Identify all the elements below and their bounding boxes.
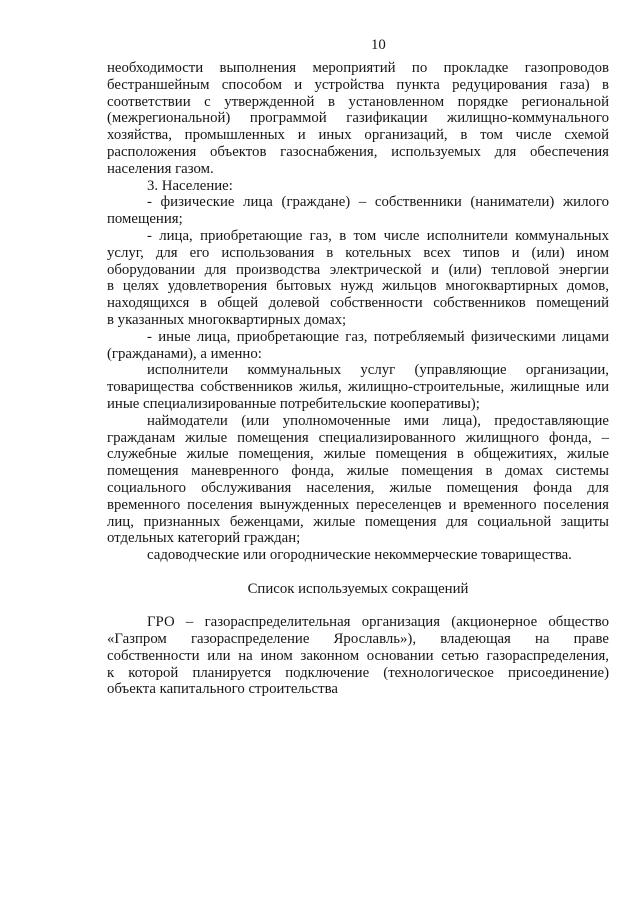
text-line: бестраншейным способом и устройства пункта редуцирования газа) в [107, 76, 609, 93]
text-line: помещения маневренного фонда, жилые помещения в домах системы [107, 463, 609, 480]
text-line: - физические лица (граждане) – собственники (наниматели) жилого [147, 194, 609, 211]
text-line: помещения; [107, 211, 183, 228]
text-line: расположения объектов газоснабжения, используемых для обеспечения [107, 143, 609, 160]
text-line: (межрегиональной) программой газификации жилищно-коммунального [107, 110, 609, 127]
text-line: - лица, приобретающие газ, в том числе исполнители коммунальных [147, 227, 609, 244]
population-item-other-persons [107, 329, 609, 363]
text-line: товарищества собственников жилья, жилищно-строительные, жилищные или [107, 379, 609, 396]
text-line: хозяйства, промышленных и иных организаций, в том числе схемой [107, 127, 609, 144]
text-line: лиц, признанных беженцами, жилые помещения для социальной защиты [107, 513, 609, 530]
text-line: исполнители коммунальных услуг (управляющие организации, [147, 362, 609, 379]
population-subitem-landlords [107, 413, 609, 547]
text-line: служебные жилые помещения, жилые помещения в общежитиях, жилые [107, 446, 609, 463]
population-section-title [107, 178, 609, 195]
page-number: 10 [371, 37, 386, 53]
text-line: к которой планируется подключение (технологическое присоединение) [107, 664, 609, 681]
text-line: собственности или на ином законном основании сетью газораспределения, [107, 647, 609, 664]
text-line: 3. Население: [147, 177, 233, 194]
text-line: в целях удовлетворения бытовых нужд жильцов многоквартирных домов, [107, 278, 609, 295]
text-line: населения газом. [107, 160, 214, 177]
text-line: (гражданами), а именно: [107, 345, 262, 362]
text-line: «Газпром газораспределение Ярославль»), владеющая на праве [107, 631, 609, 648]
text-line: услуг, для его использования в котельных всех типов и (или) ином [107, 244, 609, 261]
paragraph-gasification-program-continuation [107, 60, 609, 178]
population-subitem-utility-providers [107, 362, 609, 412]
text-line: наймодатели (или уполномоченные ими лица), предоставляющие [147, 412, 609, 429]
text-line: временного поселения вынужденных переселенцев и временного поселения [107, 496, 609, 513]
text-line: в указанных многоквартирных домах; [107, 311, 347, 328]
text-line: садоводческие или огороднические некоммерческие товарищества. [147, 547, 572, 564]
text-line: социального обслуживания населения, жилые помещения фонда для [107, 479, 609, 496]
text-line: необходимости выполнения мероприятий по прокладке газопроводов [107, 60, 609, 76]
abbreviation-definition-gro [107, 614, 609, 698]
text-line: иные специализированные потребительские кооперативы); [107, 395, 480, 412]
document-body [107, 60, 609, 698]
text-line: гражданам жилые помещения специализированного жилищного фонда, – [107, 429, 609, 446]
text-line: ГРО – газораспределительная организация (акционерное общество [147, 614, 609, 631]
text-line: - иные лица, приобретающие газ, потребляемый физическими лицами [147, 328, 609, 345]
text-line: отдельных категорий граждан; [107, 530, 301, 547]
text-line: оборудовании для производства электрической и (или) тепловой энергии [107, 261, 609, 278]
text-line: соответствии с утвержденной в установленном порядке региональной [107, 93, 609, 110]
text-line: находящихся в общей долевой собственности собственников помещений [107, 295, 609, 312]
population-subitem-garden-partnerships [107, 547, 609, 564]
text-line: объекта капитального строительства [107, 681, 338, 698]
population-item-gas-purchasers [107, 228, 609, 329]
abbreviations-heading: Список используемых сокращений [247, 580, 469, 597]
population-item-individuals [107, 194, 609, 228]
